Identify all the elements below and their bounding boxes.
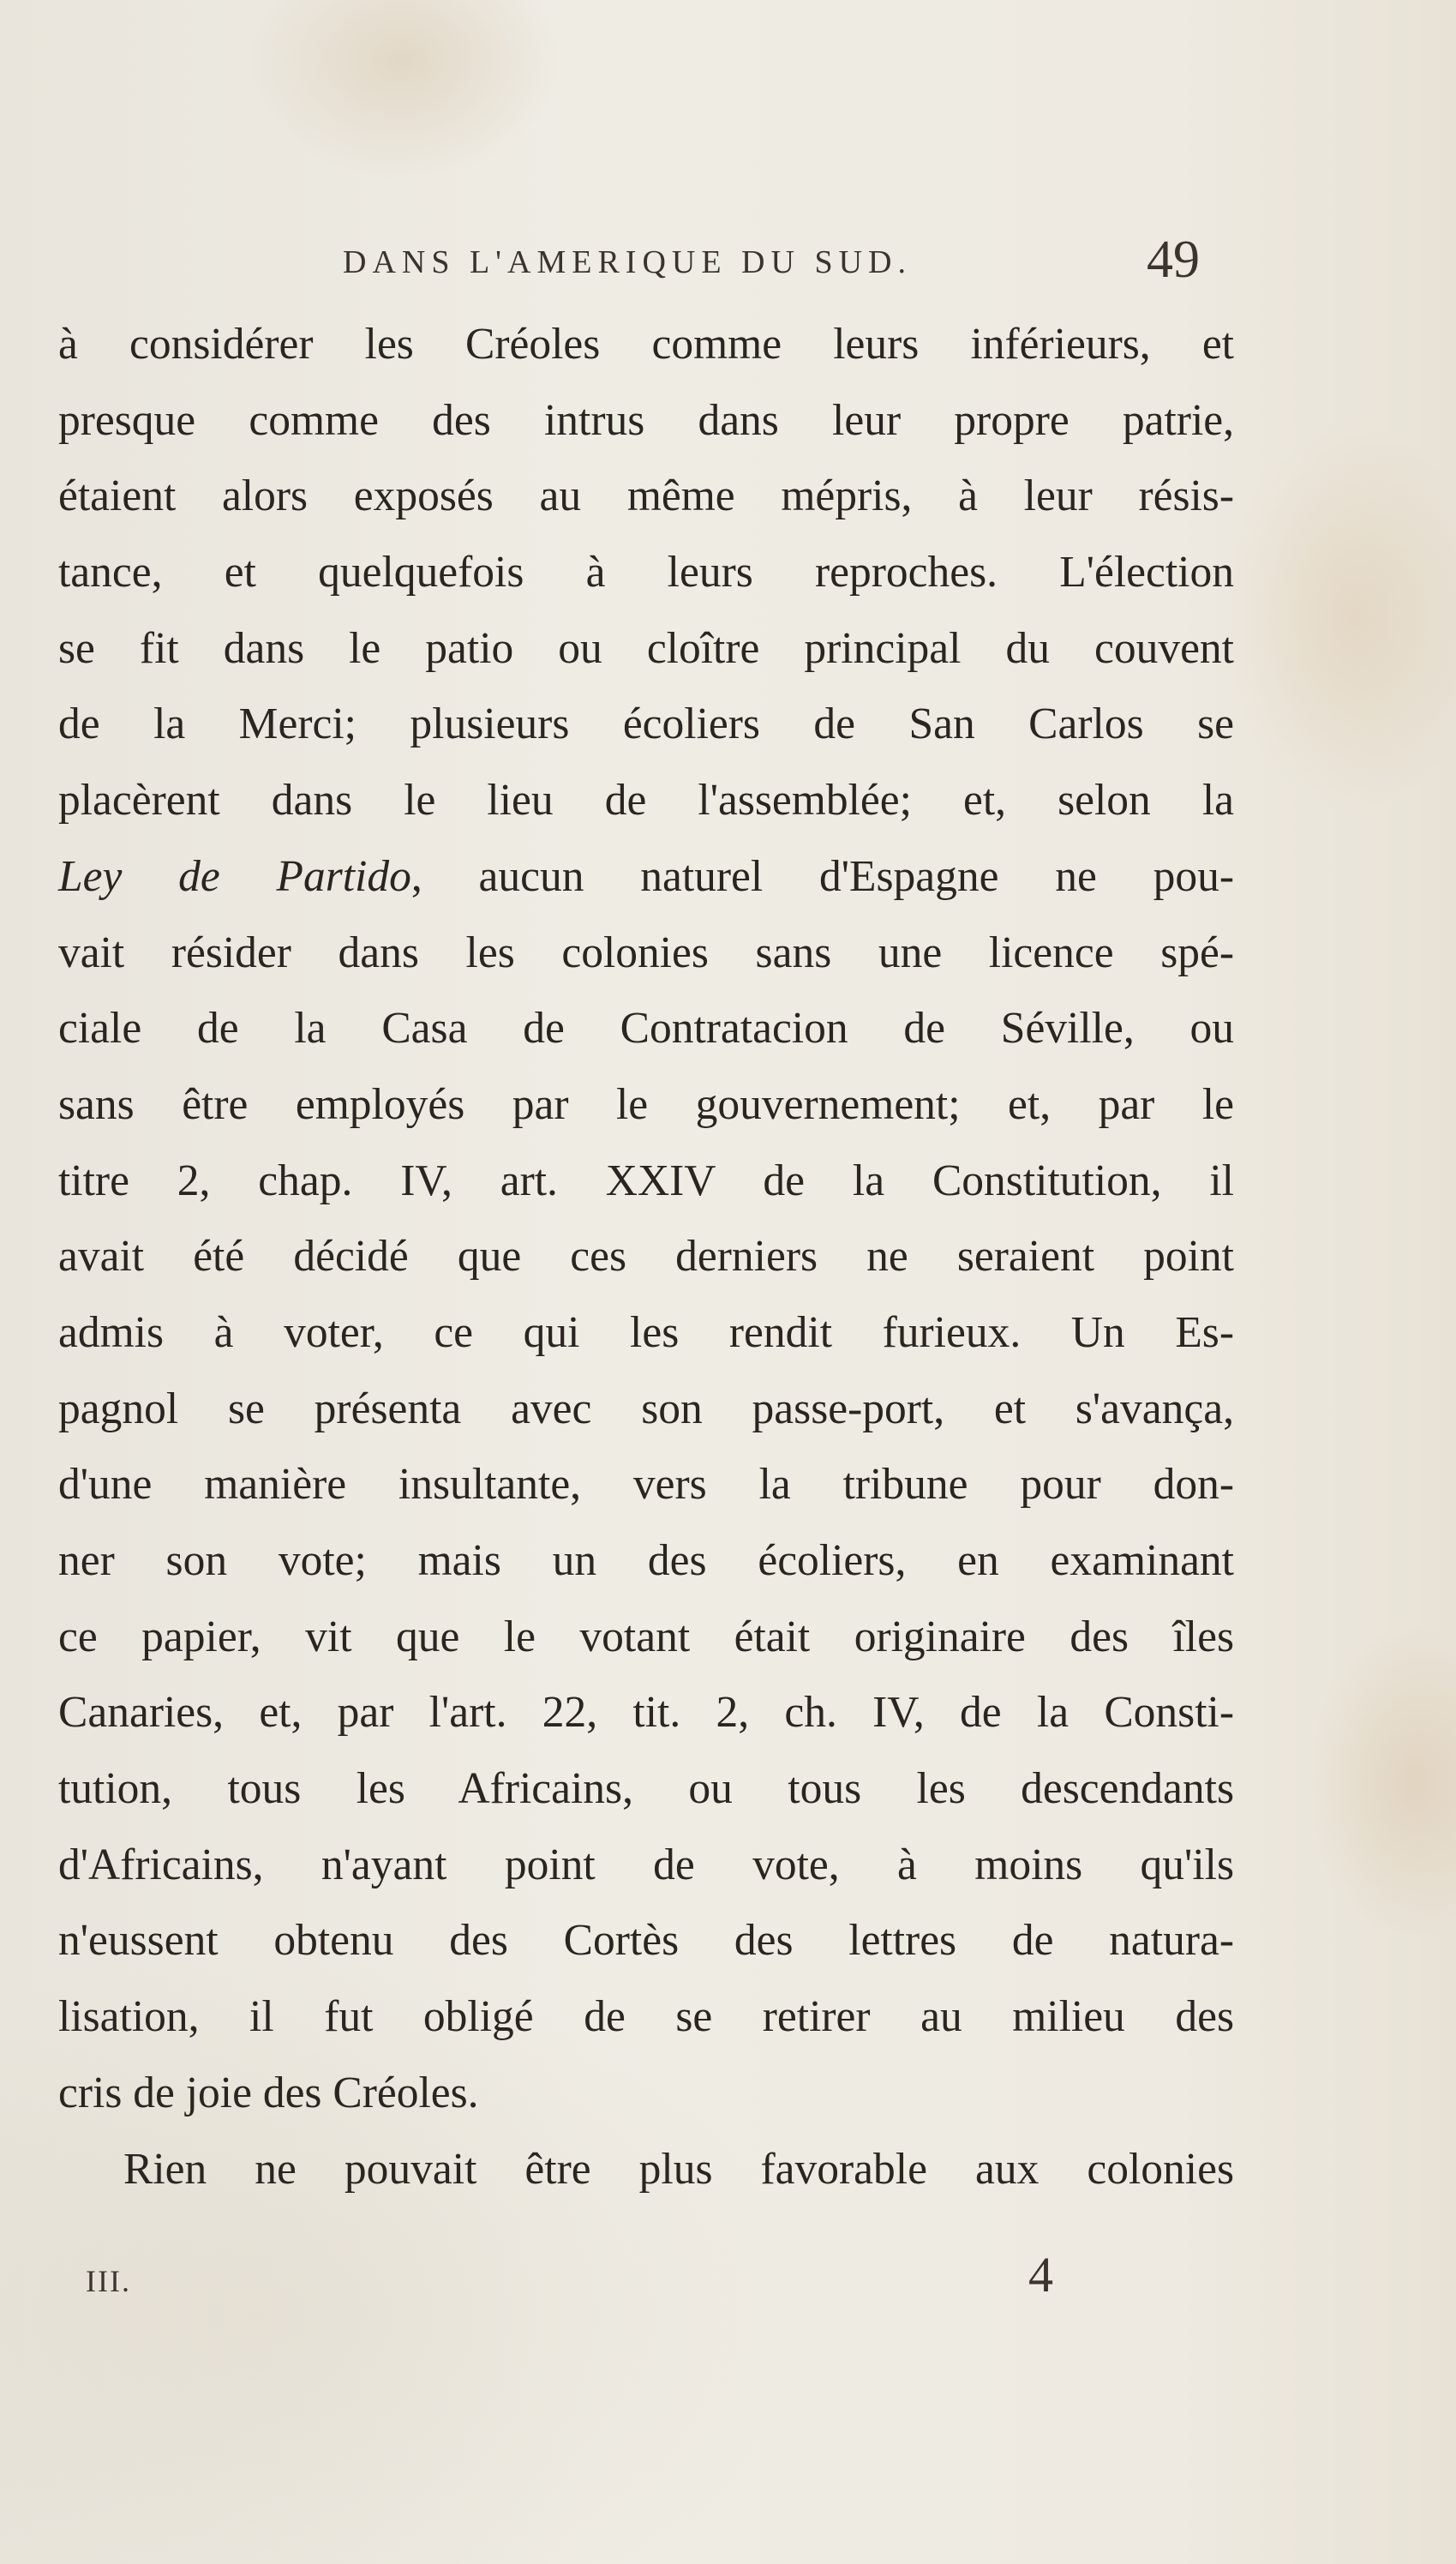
- text-line: titre 2, chap. IV, art. XXIV de la Constitution, il: [58, 1156, 1234, 1205]
- text-line: étaient alors exposés au même mépris, à leur résis-: [58, 471, 1234, 521]
- text-line: n'eussent obtenu des Cortès des lettres de natura-: [58, 1916, 1234, 1966]
- italic-title: Ley de Partido: [58, 851, 411, 901]
- text-line: ner son vote; mais un des écoliers, en examinant: [58, 1536, 1234, 1585]
- text-line: lisation, il fut obligé de se retirer au milieu des: [58, 1992, 1234, 2042]
- text-line: presque comme des intrus dans leur propre patrie,: [58, 395, 1234, 445]
- text-line: ce papier, vit que le votant était originaire des îles: [58, 1612, 1234, 1661]
- text-line: de la Merci; plusieurs écoliers de San Carlos se: [58, 700, 1234, 749]
- text-line: Rien ne pouvait être plus favorable aux colonies: [123, 2144, 1234, 2194]
- text-line: Canaries, et, par l'art. 22, tit. 2, ch. IV, de la Consti-: [58, 1688, 1234, 1738]
- signature-number: 4: [1028, 2247, 1053, 2303]
- text-line: à considérer les Créoles comme leurs inférieurs, et: [58, 320, 1234, 369]
- text-line: se fit dans le patio ou cloître principal du couvent: [58, 623, 1234, 673]
- text-line: tance, et quelquefois à leurs reproches. L'élection: [58, 548, 1234, 597]
- text-line: [58, 839, 1234, 916]
- text-line: pagnol se présenta avec son passe-port, et s'avança,: [58, 1384, 1234, 1433]
- text-line: admis à voter, ce qui les rendit furieux. Un Es-: [58, 1307, 1234, 1357]
- text-line: d'une manière insultante, vers la tribune pour don-: [58, 1460, 1234, 1510]
- signature-mark: III.: [86, 2264, 131, 2298]
- text-line-rest: , aucun naturel d'Espagne ne pou-: [410, 851, 1234, 901]
- text-line: avait été décidé que ces derniers ne seraient point: [58, 1232, 1234, 1282]
- running-title: DANS L'AMERIQUE DU SUD.: [343, 244, 912, 280]
- text-line: d'Africains, n'ayant point de vote, à moins qu'ils: [58, 1840, 1234, 1889]
- text-line: placèrent dans le lieu de l'assemblée; et, selon la: [58, 776, 1234, 826]
- page-number: 49: [1147, 231, 1200, 289]
- text-line: ciale de la Casa de Contratacion de Séville, ou: [58, 1004, 1234, 1054]
- running-head: [0, 225, 1456, 302]
- text-line: tution, tous les Africains, ou tous les descendants: [58, 1764, 1234, 1814]
- text-line: vait résider dans les colonies sans une licence spé-: [58, 928, 1234, 977]
- text-line: sans être employés par le gouvernement; et, par le: [58, 1079, 1234, 1129]
- text-line: cris de joie des Créoles.: [58, 2068, 479, 2117]
- body-text: [58, 307, 1234, 2207]
